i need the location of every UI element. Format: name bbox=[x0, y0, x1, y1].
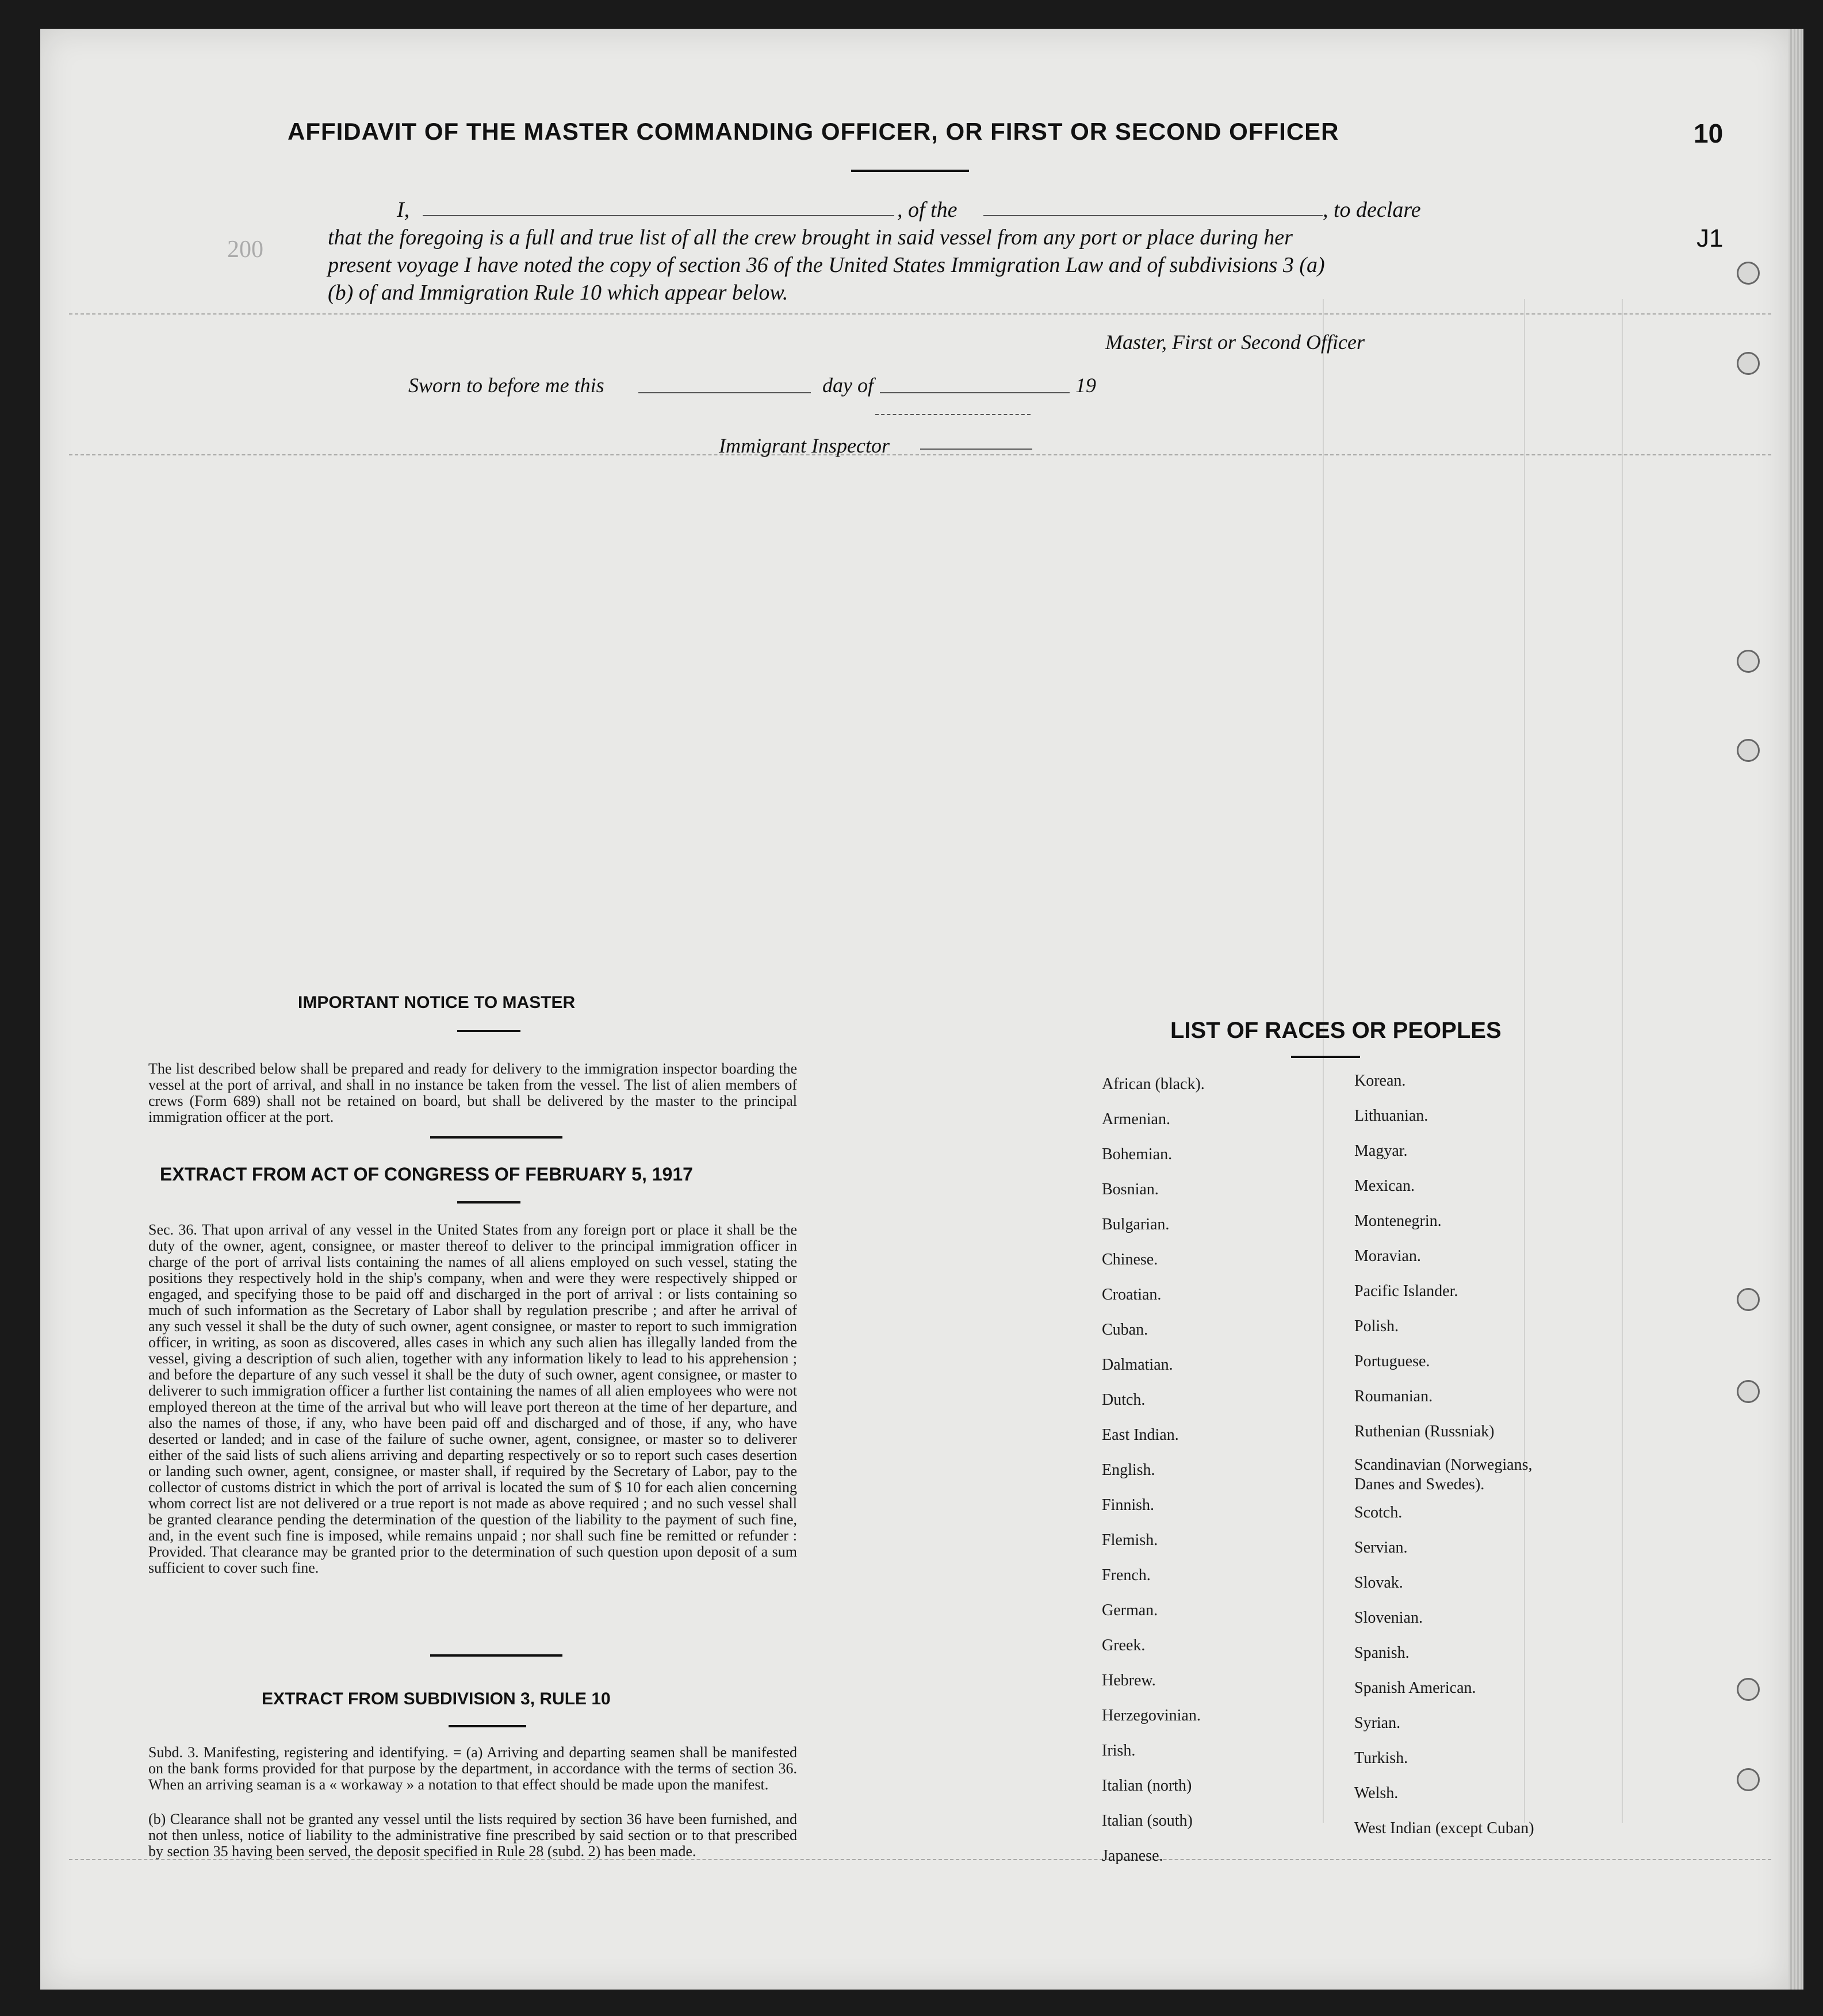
race-item: Italian (south) bbox=[1102, 1812, 1193, 1830]
races-left-column bbox=[1102, 1073, 1205, 1880]
punch-hole bbox=[1737, 1288, 1760, 1311]
race-item: Roumanian. bbox=[1354, 1388, 1433, 1405]
vessel-field[interactable] bbox=[983, 215, 1323, 216]
race-item: German. bbox=[1102, 1601, 1158, 1619]
race-item: Flemish. bbox=[1102, 1531, 1158, 1549]
race-item: Bulgarian. bbox=[1102, 1216, 1170, 1233]
subdivision-3b-text: (b) Clearance shall not be granted any vessel until the lists required by section 36 have been furnished, and not then unless, notice of liability to the administrative fine prescribed by said section or to that prescribed by section 35 having been served, the deposit specified in Rule 28 (subd. 2) has been made. bbox=[148, 1811, 797, 1860]
inspector-label: Immigrant Inspector bbox=[719, 434, 890, 457]
punch-hole bbox=[1737, 1768, 1760, 1791]
section-36-text: Sec. 36. That upon arrival of any vessel in the United States from any foreign port or place it shall be the duty of the owner, agent, consignee, or master thereof to deliver to the principal immigration officer in charge of the port of arrival lists containing the names of all aliens employed on such vessel, stating the positions they respectively hold in the ship's company, when and were they were respectively shipped or engaged, and specifying those to be paid off and discharged in the port of arrival : or lists containing so much of such information as the Secretary of Labor shall by regulation prescribe ; and after he arrival of any such vessel it shall be the duty of such owner, agent consignee, or master to report to such immigration officer, in writing, as soon as discovered, alles cases in which any such alien has illegally landed from the vessel, giving a description of such alien, together with any information likely to lead to his apprehension ; and before the departure of any such vessel it shall be the duty of such owner, agent consignee, or master to deliverer to such immigration officer a further list containing the names of all alien employees who were not employed thereon at the time of the arrival but who will leave port thereon at the time of her departure, and also the names of those, if any, who have been paid off and discharged and of those, if any, who have deserted or landed; and in case of the failure of suche owner, agent, consignee, or master so to deliverer either of the said lists of such aliens arriving and departing respectively or so to report such cases desertion or landing such owner, agent, consignee, or master shall, if required by the Secretary of Labor, pay to the collector of customs district in which the port of arrival is located the sum of $ 10 for each alien concerning whom correct list are not delivered or a true report is not made as above required ; and no such vessel shall be granted clearance pending the determination of the question of the liability to the payment of such fine, and, in the event such fine is imposed, while remains unpaid ; nor shall such fine be remitted or refunder : Provided. That clearance may be granted prior to the determination of such question upon deposit of a sum sufficient to cover such fine. bbox=[148, 1221, 797, 1576]
notice-text: The list described below shall be prepared and ready for delivery to the immigration inspector boarding the vessel at the port of arrival, and shall in no instance be taken from the vessel. The list of alien members of crews (Form 689) shall not be retained on board, but shall be delivered by the master to the principal immigration officer at the port. bbox=[148, 1060, 797, 1125]
margin-mark: J1 bbox=[1696, 224, 1724, 252]
affidavit-of-the: , of the bbox=[897, 198, 958, 222]
act-end-rule bbox=[430, 1654, 562, 1657]
race-item: Scotch. bbox=[1354, 1504, 1403, 1521]
subdivision-3a-text: Subd. 3. Manifesting, registering and identifying. = (a) Arriving and departing seamen shall be manifested on the bank forms provided for that purpose by the department, in accordance with the terms of section 36. When an arriving seaman is a « workaway » a notation to that effect should be made upon the manifest. bbox=[148, 1744, 797, 1793]
margin-number: 200 bbox=[227, 236, 263, 263]
notice-end-rule bbox=[430, 1136, 562, 1139]
races-rule bbox=[1291, 1056, 1360, 1058]
title-rule bbox=[851, 170, 969, 172]
race-item: Finnish. bbox=[1102, 1496, 1155, 1514]
punch-hole bbox=[1737, 1678, 1760, 1701]
affidavit-line-2: that the foregoing is a full and true list of all the crew brought in said vessel from any port or place during her bbox=[328, 225, 1293, 250]
punch-hole bbox=[1737, 650, 1760, 673]
margin-mark: 10 bbox=[1694, 118, 1724, 148]
race-item: Croatian. bbox=[1102, 1286, 1162, 1304]
bleed-through-rule bbox=[69, 454, 1771, 455]
bleed-through-rule bbox=[1622, 299, 1623, 1823]
race-item: Chinese. bbox=[1102, 1251, 1158, 1268]
race-item: Spanish American. bbox=[1354, 1679, 1476, 1697]
punch-hole bbox=[1737, 352, 1760, 375]
race-item: Mexican. bbox=[1354, 1177, 1415, 1195]
rule-rule bbox=[449, 1725, 526, 1727]
race-item: African (black). bbox=[1102, 1075, 1205, 1093]
punch-hole bbox=[1737, 262, 1760, 285]
race-item: Armenian. bbox=[1102, 1110, 1170, 1128]
act-heading: EXTRACT FROM ACT OF CONGRESS OF FEBRUARY 5, 1917 bbox=[160, 1164, 693, 1185]
race-item: Dalmatian. bbox=[1102, 1356, 1173, 1374]
race-item: Slovak. bbox=[1354, 1574, 1403, 1592]
race-item: Cuban. bbox=[1102, 1321, 1148, 1339]
punch-hole bbox=[1737, 1380, 1760, 1403]
affidavit-title: AFFIDAVIT OF THE MASTER COMMANDING OFFICER, OR FIRST OR SECOND OFFICER bbox=[288, 118, 1339, 145]
signatory-label: Master, First or Second Officer bbox=[1105, 331, 1365, 354]
day-of-label: day of bbox=[822, 374, 874, 397]
affidavit-line-4: (b) of and Immigration Rule 10 which appear below. bbox=[328, 281, 788, 305]
inspector-field[interactable] bbox=[920, 449, 1032, 450]
race-item: Magyar. bbox=[1354, 1142, 1408, 1160]
race-item: Pacific Islander. bbox=[1354, 1282, 1458, 1300]
rule-heading: EXTRACT FROM SUBDIVISION 3, RULE 10 bbox=[262, 1689, 611, 1708]
race-item: Servian. bbox=[1354, 1539, 1408, 1557]
race-item: West Indian (except Cuban) bbox=[1354, 1819, 1534, 1837]
race-item: Portuguese. bbox=[1354, 1352, 1430, 1370]
race-item: Bohemian. bbox=[1102, 1145, 1173, 1163]
race-item: Welsh. bbox=[1354, 1784, 1399, 1802]
bleed-through-rule bbox=[1323, 299, 1324, 1823]
race-item: Hebrew. bbox=[1102, 1672, 1156, 1689]
sworn-month-field[interactable] bbox=[880, 392, 1070, 393]
affidavit-i: I, bbox=[397, 198, 410, 222]
punch-hole bbox=[1737, 739, 1760, 762]
race-item: Korean. bbox=[1354, 1072, 1406, 1090]
notice-heading: IMPORTANT NOTICE TO MASTER bbox=[298, 993, 576, 1012]
affidavit-line-3: present voyage I have noted the copy of section 36 of the United States Immigration Law and of subdivisions 3 (a) bbox=[328, 253, 1325, 277]
race-item: Scandinavian (Norwegians, Danes and Swedes). bbox=[1354, 1456, 1533, 1493]
year-label: 19 bbox=[1075, 374, 1096, 397]
race-item: Polish. bbox=[1354, 1317, 1399, 1335]
race-item: East Indian. bbox=[1102, 1426, 1179, 1444]
race-item: Turkish. bbox=[1354, 1749, 1408, 1767]
race-item: Japanese. bbox=[1102, 1847, 1163, 1865]
races-heading: LIST OF RACES OR PEOPLES bbox=[1170, 1018, 1502, 1043]
race-item: Lithuanian. bbox=[1354, 1107, 1428, 1125]
race-item: Italian (north) bbox=[1102, 1777, 1192, 1795]
signature-line[interactable] bbox=[875, 414, 1031, 415]
race-item: Slovenian. bbox=[1354, 1609, 1423, 1627]
notice-rule bbox=[457, 1030, 520, 1032]
act-rule bbox=[457, 1201, 520, 1204]
race-item: English. bbox=[1102, 1461, 1155, 1479]
race-item: Herzegovinian. bbox=[1102, 1707, 1201, 1724]
race-item: Moravian. bbox=[1354, 1247, 1421, 1265]
race-item: Spanish. bbox=[1354, 1644, 1410, 1662]
race-item: Bosnian. bbox=[1102, 1181, 1159, 1198]
sworn-day-field[interactable] bbox=[638, 392, 811, 393]
page-edge bbox=[1788, 29, 1803, 1990]
race-item: Montenegrin. bbox=[1354, 1212, 1442, 1230]
race-item: Ruthenian (Russniak) bbox=[1354, 1423, 1495, 1440]
race-item: French. bbox=[1102, 1566, 1151, 1584]
race-item: Irish. bbox=[1102, 1742, 1136, 1760]
bleed-through-rule bbox=[69, 313, 1771, 315]
name-field[interactable] bbox=[423, 215, 894, 216]
race-item: Greek. bbox=[1102, 1636, 1146, 1654]
affidavit-to-declare: , to declare bbox=[1323, 198, 1421, 222]
race-item: Syrian. bbox=[1354, 1714, 1401, 1732]
sworn-label: Sworn to before me this bbox=[408, 374, 604, 397]
race-item: Dutch. bbox=[1102, 1391, 1146, 1409]
races-right-column bbox=[1354, 1070, 1544, 1852]
